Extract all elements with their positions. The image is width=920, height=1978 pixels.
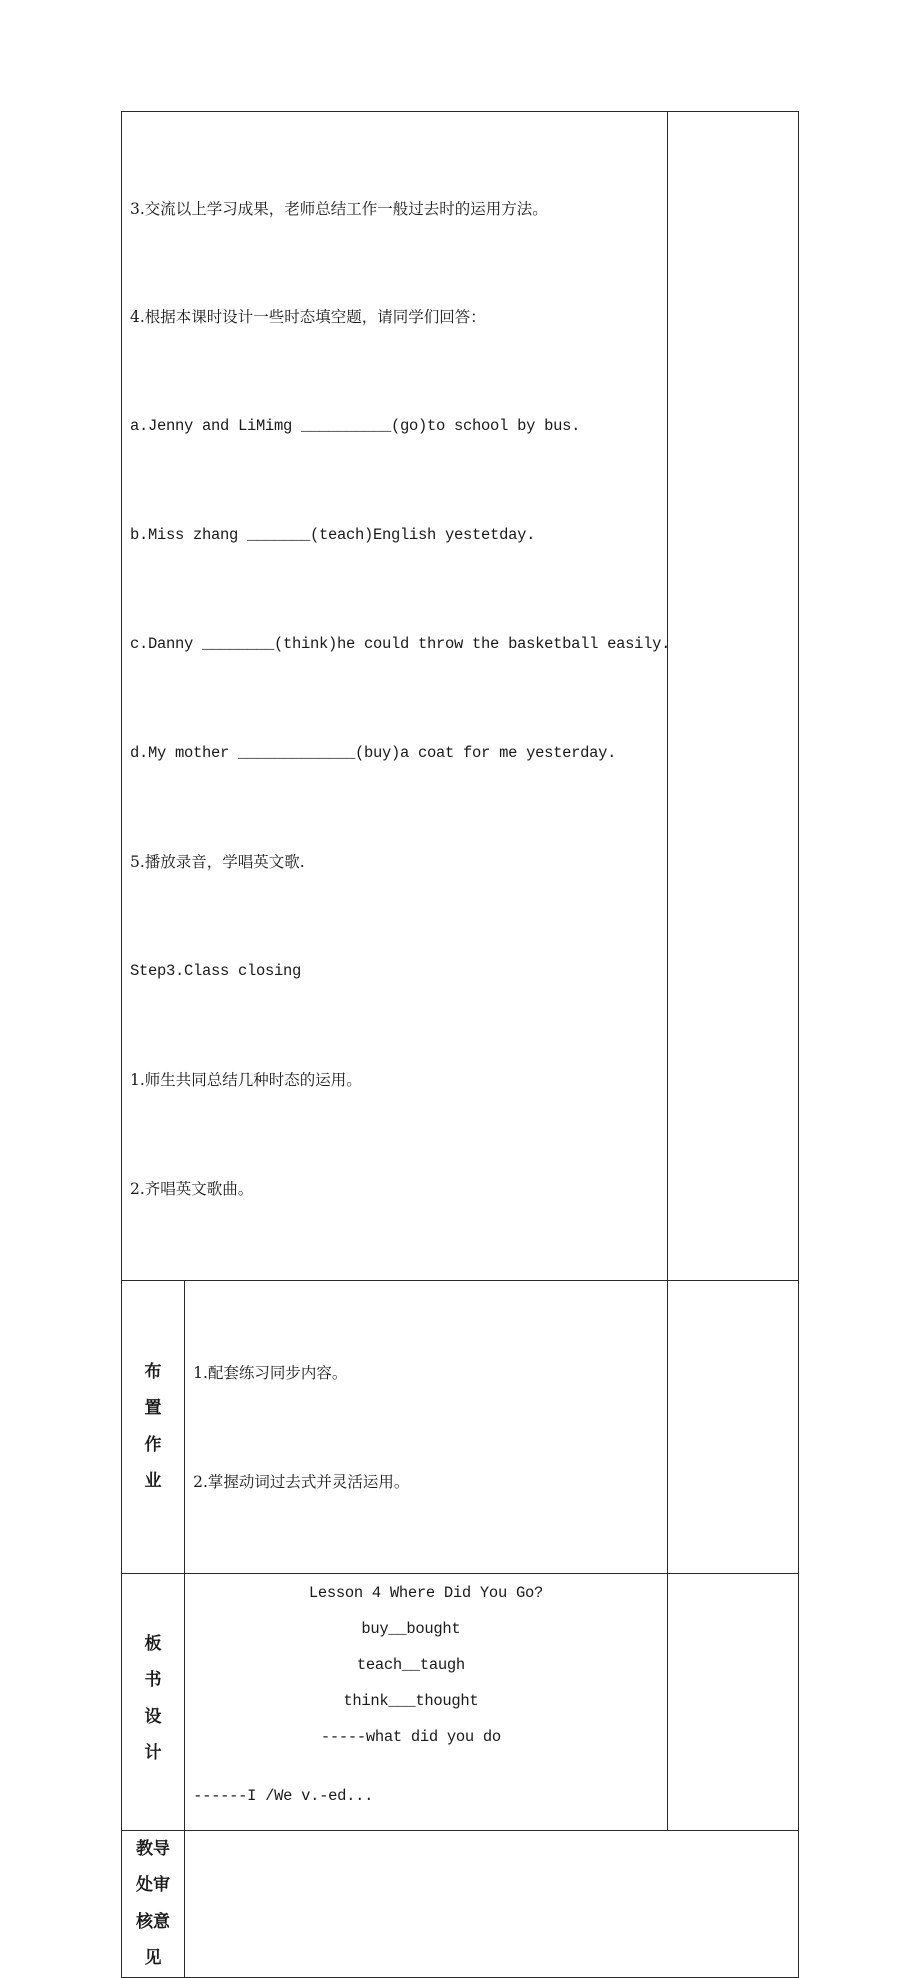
blackboard-notes-cell xyxy=(667,1573,798,1830)
homework-lines xyxy=(185,1281,667,1573)
homework-row xyxy=(122,1280,799,1573)
label-char: 板 xyxy=(144,1633,162,1654)
homework-item: 2.掌握动词过去式并灵活运用。 xyxy=(193,1472,410,1491)
procedure-lines xyxy=(122,112,671,1280)
homework-label-cell xyxy=(122,1280,185,1573)
label-line: 教导 xyxy=(136,1838,171,1859)
board-pair: buy__bought xyxy=(361,1619,461,1638)
procedure-line: 1.师生共同总结几种时态的运用。 xyxy=(130,1070,362,1089)
board-title: Lesson 4 Where Did You Go? xyxy=(308,1583,543,1602)
review-row xyxy=(122,1830,799,1977)
lesson-plan-table xyxy=(121,111,799,1978)
homework-label xyxy=(122,1354,184,1500)
step-heading: Step3.Class closing xyxy=(130,961,302,980)
label-line: 核意 xyxy=(136,1911,171,1932)
procedure-line: 4.根据本课时设计一些时态填空题，请同学们回答： xyxy=(130,308,486,327)
homework-notes-cell xyxy=(667,1280,798,1573)
label-line: 处审 xyxy=(136,1875,171,1896)
procedure-row xyxy=(122,112,799,1281)
label-char: 置 xyxy=(144,1398,162,1419)
label-line: 见 xyxy=(144,1948,162,1969)
blackboard-label xyxy=(122,1626,184,1772)
label-char: 设 xyxy=(144,1706,162,1727)
homework-item: 1.配套练习同步内容。 xyxy=(193,1364,348,1383)
board-answer: ------I /We v.-ed... xyxy=(193,1786,374,1805)
board-question: -----what did you do xyxy=(320,1727,501,1746)
label-char: 书 xyxy=(144,1670,162,1691)
exercise-b: b.Miss zhang _______(teach)English yestetday. xyxy=(130,526,536,545)
exercise-a: a.Jenny and LiMimg __________(go)to school by bus. xyxy=(130,417,581,436)
review-label xyxy=(122,1831,184,1977)
exercise-c: c.Danny ________(think)he could throw the basketball easily. xyxy=(130,635,671,654)
blackboard-row xyxy=(122,1573,799,1830)
review-label-cell xyxy=(122,1830,185,1977)
procedure-line: 3.交流以上学习成果，老师总结工作一般过去时的运用方法。 xyxy=(130,199,548,218)
homework-body-cell xyxy=(185,1280,668,1573)
board-pair: think___thought xyxy=(343,1691,479,1710)
procedure-notes-cell xyxy=(667,112,798,1281)
board-pair: teach__taugh xyxy=(356,1655,465,1674)
procedure-line: 2.齐唱英文歌曲。 xyxy=(130,1179,254,1198)
label-char: 计 xyxy=(144,1743,162,1764)
procedure-line: 5.播放录音，学唱英文歌. xyxy=(130,852,305,871)
review-comment-field[interactable] xyxy=(185,1830,799,1977)
exercise-d: d.My mother _____________(buy)a coat for me yesterday. xyxy=(130,744,617,763)
label-char: 布 xyxy=(144,1361,162,1382)
label-char: 业 xyxy=(144,1471,162,1492)
procedure-cell xyxy=(122,112,671,1281)
label-char: 作 xyxy=(144,1434,162,1455)
blackboard-label-cell xyxy=(122,1573,185,1830)
blackboard-body-cell xyxy=(185,1573,668,1830)
